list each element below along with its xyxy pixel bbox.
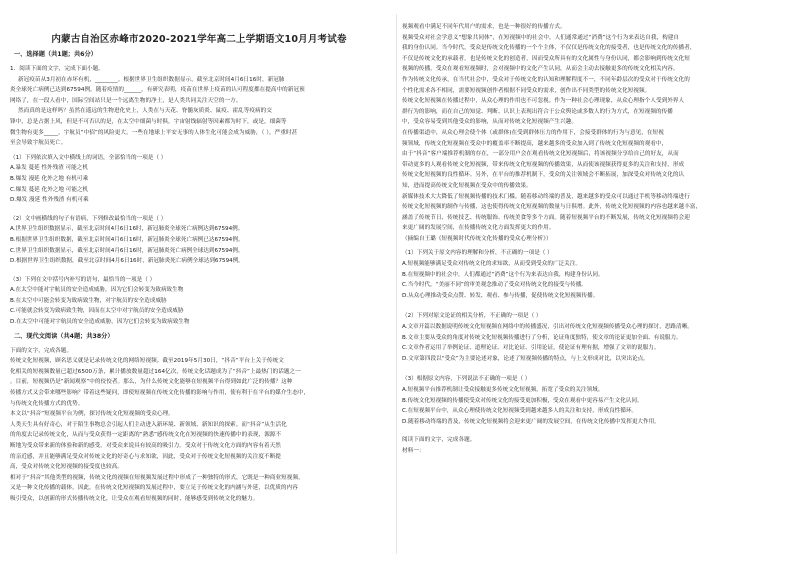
passage-line: 涵盖了传统节日、传统技艺、传统服饰、传统美食等多个方面。随着短视频平台的不断发展，传统文化短视频将会迎 xyxy=(402,214,690,221)
passage-line: 本文以“抖音”短视频平台为例，探讨传统文化短视频的受众心理。 xyxy=(10,411,174,418)
passage-line: 视频观看中满足不同年代用户的需求，也是一种很好的传播方式。 xyxy=(402,24,566,30)
passage-2 xyxy=(10,346,388,505)
passage-line: 我的身份认同。当今时代，受众是传统文化传播的一个个主体，不仅仅是传统文化的接受者，也是传统文化的传播者， xyxy=(402,45,696,52)
passage-line: 不仅是传统文化的承载者，也是传统文化的创造者，因而受众所具有的文化属性与身份认同，都会影响到传统文化短 xyxy=(402,55,690,62)
passage-line: 的角度去记录传统文化，从而与受众获得一定距离的“熟悉”感传统文化在短视频的快速传播中的表现，源源不 xyxy=(10,432,282,439)
passage-line: 。目前，短视频仍是“新闻观察”中的佼佼者。那么，为什么传统文化能够在短视频平台得到如此广泛的传播？这种 xyxy=(10,379,293,386)
passage-line: 传播方式又会带来哪些影响？带着这些疑问，即使短视频在传统文化传播的影响与作用，使有利于在平台的媒介生态中， xyxy=(10,390,310,397)
answer-option[interactable]: A.短视频平台推荐机制让受众接触更多传统文化短视频，拓宽了受众的关注领域。 xyxy=(402,387,604,393)
answer-option[interactable]: D.文章第四段以“受众”为主要论述对象，论述了短视频传播的特点，与上文形成对比，以突出论点。 xyxy=(402,355,649,362)
question-stem: （3）下列在文中括号内补写的语句，最恰当的一项是（ ） xyxy=(10,276,156,283)
answer-option[interactable]: C.爆发 蔓延 化外之地 可能之机 xyxy=(10,186,89,193)
question-2-1 xyxy=(402,248,780,301)
passage-line: 相对于“抖音”其他类型的视频，传统文化的视频在短视频发展过程中形成了一种独特的形式，它既是一种商业短视频， xyxy=(10,474,304,481)
right-column xyxy=(402,0,780,457)
answer-option[interactable]: B.在短视频中的社会中，人们都通过“消费”这个行为来表达自我，构建身份认同。 xyxy=(402,271,604,278)
passage-line: 锋中，总是占据上风，但是不可否认的是，在太空中细菌与时俱，宇宙射线辐射等因素都为时下，或是，细菌等 xyxy=(10,118,287,125)
question-1-1 xyxy=(10,153,388,206)
column-divider xyxy=(396,14,397,554)
passage-line: 视频的传播。受众在观看短视频时，会对视频中的文化产生认同，从而会主动去接触更多的传统文化相关内容。 xyxy=(402,66,679,73)
passage-line: 高，受众对传统文化短视频的接受度也较高。 xyxy=(10,464,123,471)
passage-line: 作为传统文化传承，在当代社会中，受众对于传统文化的认知和理解程度不一，不同年龄层次的受众对于传统文化的 xyxy=(402,76,690,83)
passage-line: 下面的文字，完成各题。 xyxy=(10,347,73,354)
answer-option[interactable]: B.根据世界卫生组织数据，截至北京时间4月6日16时，新冠肺炎全球死亡病例已达67594例。 xyxy=(10,236,244,243)
passage-line: 微生物有更多_____，宇航员“中招”的风险更大。一些在地球上平安无事的人体生化可能会成为威胁，（ ），严重时甚 xyxy=(10,129,298,136)
question-stem: （1）下列关于原文内容的理解和分析，不正确的一项是（ ） xyxy=(402,250,553,257)
answer-option[interactable]: C.世界卫生组织数据显示，截至北京时间4月6日16时，新冠肺炎死亡病例全球达到67594例。 xyxy=(10,247,244,254)
answer-option[interactable]: A.在太空中能对宇航员的安全造成威胁，因为它们会转变为致病致生物 xyxy=(10,287,184,294)
answer-option[interactable]: B.文章主要从受众的角度对传统文化短视频传播进行了分析，论证角度独特，使文章的论证更加全面、有说服力。 xyxy=(402,334,682,341)
passage-line: 材料一： xyxy=(402,447,425,454)
exam-title: 内蒙古自治区赤峰市2020-2021学年高二上学期语文10月月考试卷 xyxy=(51,34,347,45)
question-2-3 xyxy=(402,374,780,427)
passage-line: 1．阅读下面的文字，完成下面小题。 xyxy=(10,66,104,72)
passage-line: 群行为的影响，而在自己的知觉、判断、认识上表现出符合于公众舆论或多数人的行为方式，在短视频的传播 xyxy=(402,108,673,115)
passage-3 xyxy=(402,22,780,244)
answer-option[interactable]: B.在太空中可能会转变为致病致生物，对宇航员的安全造成威胁 xyxy=(10,297,167,304)
answer-option[interactable]: C.文章作者运用了举例论证、道理论证、对比论证、引用论证，使论证有理有据，增强了文章的说服力。 xyxy=(402,345,660,352)
passage-line: 知，进而提高传统文化短视频在受众中的传播效果。 xyxy=(402,182,532,189)
passage-line: 吸引受众，以创新的形式传播传统文化，让受众在观看短视频的同时，能够感受到传统文化的魅力。 xyxy=(10,495,259,502)
answer-option[interactable]: D.随着移动终端的普及，传统文化短视频将会迎来更广阔的发展空间，在传统文化传播中发挥更大作用。 xyxy=(402,418,660,425)
left-column xyxy=(10,0,388,505)
answer-option[interactable]: B.传统文化短视频的传播使受众对传统文化的接受更加积极，受众在观看中更容易产生文化认同。 xyxy=(402,397,643,404)
question-2-2 xyxy=(402,311,780,364)
passage-line: 至会导致宇航员死亡。 xyxy=(10,140,67,147)
passage-line: 的亲近感，并且能够满足受众对传统文化的好奇心与求知欲，因此，受众对于传统文化短视频的关注度不断提 xyxy=(10,453,281,460)
question-stem: （1）下列依次填入文中横线上的词语，全部恰当的一项是（ ） xyxy=(10,154,167,161)
passage-line: 来更广阔的发展空间，在传播传统文化方面发挥更大的作用。 xyxy=(402,225,555,232)
passage-line: 炎全球死亡病例已达到67594例。随着疫情的______，有研究表明，疫苗在世界上疫苗的认可程度都在提高中的新冠预 xyxy=(10,87,305,94)
answer-option[interactable]: A.文章开篇以数据说明传统文化短视频在网络中的传播盛况，引出对传统文化短视频传播受众心理的探讨，思路清晰。 xyxy=(402,324,693,331)
passage-line: 在传播渠道中，从众心理会使个体（或群体)在受到群体压力的作用下，会接受群体的行为与意见，在短视 xyxy=(402,129,664,136)
passage-line: 阅读下面的文字，完成各题。 xyxy=(402,437,476,444)
answer-option[interactable]: D.在太空中可能对宇航员的安全造成威胁，因为它们会转变为致病致生物 xyxy=(10,319,190,326)
passage-line: 断地为受众带来新的体验和新的感受。对受众来说具有较高的吸引力。受众对于传统文化方面的内容有着天然 xyxy=(10,443,281,449)
answer-option[interactable]: D.爆发 漫延 性外残渣 有机可乘 xyxy=(10,197,89,204)
passage-line: 传统文化短视频，顾名思义就是记录传统文化的网络短视频。截至2019年5月30日，“抖音”平台上关于传统文 xyxy=(10,358,284,365)
passage-1 xyxy=(10,64,388,149)
passage-line: 传统文化短视频的制作与传播，这也使得传统文化短视频的数量与日俱增。此外，传统文化短视频的内容也越来越丰富， xyxy=(402,204,702,211)
passage-line: 传统文化短视频的良性循环。另外，在平台的推荐机制下，受众的关注领域会不断拓展，加深受众对传统文化的认 xyxy=(402,172,685,179)
passage-line: 中，受众容易受到其他受众的影响，从而对传统文化短视频产生兴趣。 xyxy=(402,119,577,126)
section-heading-choice: 一、选择题（共1题；共6分） xyxy=(14,51,97,58)
question-stem: （2）下列对原文论证的相关分析，不正确的一项是（ ） xyxy=(402,313,542,320)
passage-line: 带动更多的人观看传统文化短视频，带来传统文化短视频的传播效果，从而使该视频获得更多的关注和支持，形成 xyxy=(402,161,685,168)
passage-line: 又是一种文化传播的载体。因此，在传统文化短视频的发展过程中，要立足于传统文化的内涵与外延，以优质的内容 xyxy=(10,485,298,492)
answer-option[interactable]: D.从众心理推动受众点赞、转发、观看、参与传播，促使传统文化短视频传播。 xyxy=(402,292,599,299)
passage-line: 人类天生具有好奇心，对于陌生事物总会引起人们主动进入新环境、新领域、新知识的探索。而“抖音”从生活化 xyxy=(10,421,287,428)
answer-option[interactable]: C.在短视频平台中，从众心理使传统文化短视频受到越来越多人的关注和支持，形成良性循环。 xyxy=(402,408,638,415)
answer-option[interactable]: C.当今时代，“美丽不同”的审美观念推动了受众对传统文化的接受与传播。 xyxy=(402,282,587,289)
answer-option[interactable]: C.可能就会转变为致病致生物，因而在太空中对宇航员的安全造成威胁 xyxy=(10,308,184,315)
answer-option[interactable]: A.短视频能够满足受众对传统文化的求知欲，从而受到受众的广泛关注。 xyxy=(402,261,581,268)
passage-line: 视频受众对社会学意义“想象共同体”，在短视频中的社会中，人们通常通过“消费”这个行为来表达自我，构建自 xyxy=(402,34,680,41)
question-stem: （2）文中画横线的句子有语病，下列修改最恰当的一项是（ ） xyxy=(10,215,167,222)
passage-source: （摘编自王璐《短视频时代传统文化传播的受众心理分析》） xyxy=(402,235,552,242)
passage-line: 频领域，传统文化短视频在受众中的覆盖率不断提高，越来越多的受众加入到了传统文化短视频的观看中， xyxy=(402,140,668,147)
question-1-2 xyxy=(10,214,388,267)
passage-line: 传统文化短视频在传播过程中，从众心理的作用也不可忽视。作为一种社会心理现象，从众心理指个人受到外界人 xyxy=(402,98,685,105)
section-heading-reading: 二、现代文阅读（共4题；共38分） xyxy=(14,332,114,340)
answer-option[interactable]: D.根据世界卫生组织数据，截至北京时间4月6日16时，新冠肺炎死亡病例全球达到67594例。 xyxy=(10,258,244,265)
answer-option[interactable]: A.暴发 蔓延 性外残渣 可能之机 xyxy=(10,165,88,172)
answer-option[interactable]: A.世界卫生组织数据显示，截至北京时间4月6日16时，新冠肺炎全球死亡病例达到67594例。 xyxy=(10,226,244,233)
question-stem: （3）根据原文内容，下列说法不正确的一项是（ ） xyxy=(402,376,531,383)
passage-line: 由于“抖音”客户端推荐机制的存在，一部分用户会在观看传统文化短视频后，将该视频分享给自己的好友，从而 xyxy=(402,151,679,158)
passage-line: 化相关的短视频数量已超过6500万条，累计播放数量超过164亿次，传统文化话题成为了“抖音”上最热门的话题之一 xyxy=(10,368,301,375)
passage-line: 新媒体技术大大降低了短视频传播的技术门槛。随着移动终端的普及，越来越多的受众可以通过手机等移动终端进行 xyxy=(402,193,690,200)
question-1-3 xyxy=(10,275,388,328)
answer-option[interactable]: B.爆发 漫延 化外之地 有机可乘 xyxy=(10,175,89,182)
passage-line: 新冠疫苗从3月初在赤坏有机，________。根据世界卫生组织数据显示，截至北京时间4月6日16时，新冠肺 xyxy=(18,76,285,83)
passage-line: 与传统文化传播方式的优势。 xyxy=(10,400,84,407)
passage-line: 然而真的是这样吗？虽然在遥远的生物进化史上，人类在与天花、脊髓灰质炎、鼠疫、霍乱等疫病的交 xyxy=(18,108,272,115)
passage-line: 个性化需求各不相同，需要短视频创作者根据不同受众的需求，创作出不同类型的传统文化短视频。 xyxy=(402,87,651,94)
passage-line: 网络了，在一段人看中，国际空间站只是一个远离生物的净土，是人类共同关注天空的一方。 xyxy=(10,97,242,104)
